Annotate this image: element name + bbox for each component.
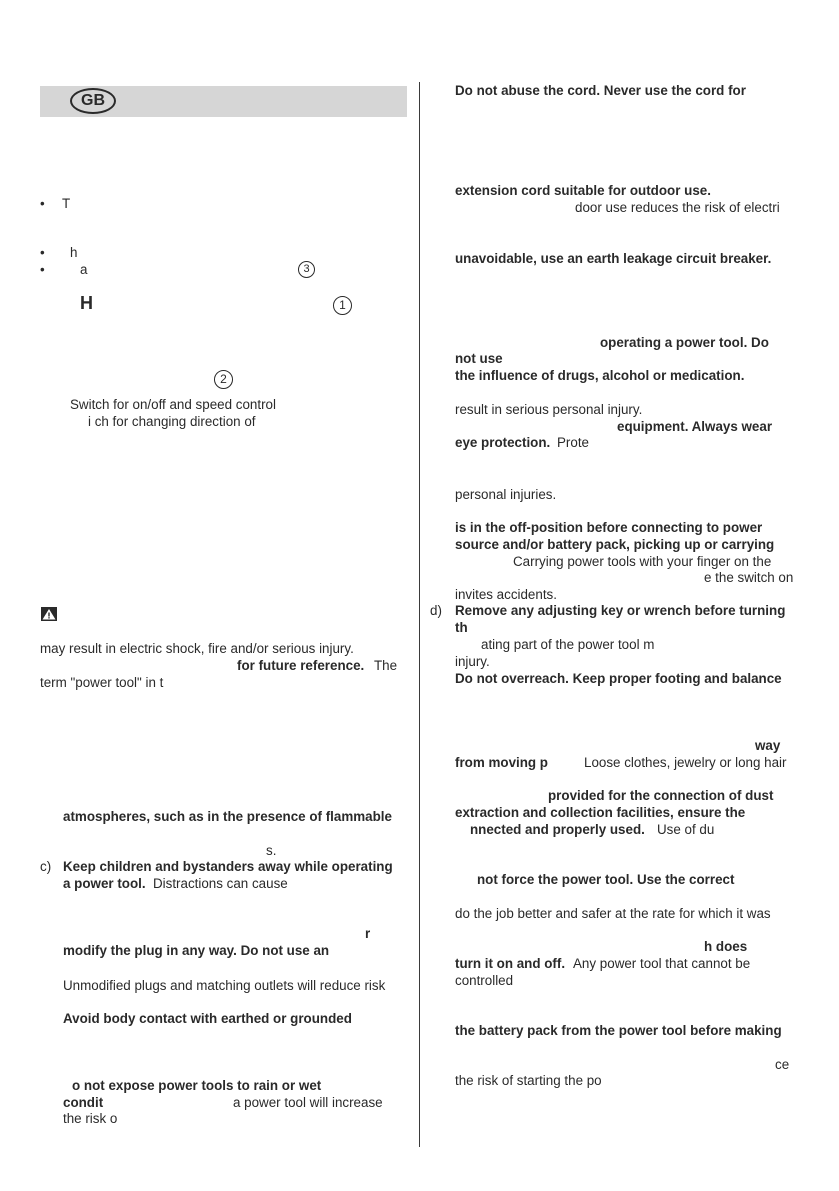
safety-rule-bold: turn it on and off. [455, 956, 566, 971]
safety-rule-bold: source and/or battery pack, picking up or carrying [455, 537, 775, 552]
safety-rule-text: s. [266, 843, 277, 858]
heading-letter: H [80, 293, 93, 313]
column-divider [419, 82, 420, 1147]
safety-rule-bold: modify the plug in any way. Do not use an [63, 943, 330, 958]
safety-rule-text: controlled [455, 973, 514, 988]
safety-rule-bold: th [455, 620, 468, 635]
language-badge: GB [70, 88, 116, 114]
safety-rule-text: the risk of starting the po [455, 1073, 602, 1088]
safety-rule-bold: not force the power tool. Use the correct [477, 872, 735, 887]
safety-rule-bold: from moving p [455, 755, 548, 770]
callout-number: 3 [298, 261, 315, 278]
safety-rule-bold: not use [455, 351, 503, 366]
safety-rule-text: invites accidents. [455, 587, 557, 602]
warning-text: term "power tool" in t [40, 675, 164, 690]
safety-rule-bold: the battery pack from the power tool before making [455, 1023, 782, 1038]
safety-rule-bold: provided for the connection of dust [548, 788, 774, 803]
safety-rule-text: Any power tool that cannot be [573, 956, 751, 971]
bullet-text: T [62, 196, 71, 211]
safety-rule-bold: extraction and collection facilities, ensure the [455, 805, 746, 820]
safety-rule-bold: Do not abuse the cord. Never use the cord for [455, 83, 746, 98]
safety-rule-text: Distractions can cause [153, 876, 288, 891]
safety-rule-bold: the influence of drugs, alcohol or medication. [455, 368, 745, 383]
warning-text-bold: for future reference. [237, 658, 365, 673]
callout-number: 2 [214, 370, 233, 389]
safety-rule-bold: nnected and properly used. [470, 822, 645, 837]
safety-rule-bold: atmospheres, such as in the presence of flammable [63, 809, 392, 824]
safety-rule-bold: Remove any adjusting key or wrench before turning [455, 603, 786, 618]
safety-rule-text: Carrying power tools with your finger on the [513, 554, 772, 569]
bullet-text: h [70, 245, 78, 260]
safety-rule-bold: unavoidable, use an earth leakage circuit breaker. [455, 251, 772, 266]
legend-line: Switch for on/off and speed control [70, 397, 276, 412]
callout-number: 1 [333, 296, 352, 315]
safety-rule-bold: is in the off-position before connecting to power [455, 520, 763, 535]
safety-rule-text: Use of du [657, 822, 715, 837]
warning-text: The [374, 658, 398, 673]
safety-rule-bold: extension cord suitable for outdoor use. [455, 183, 711, 198]
safety-rule-bold: operating a power tool. Do [600, 335, 769, 350]
list-label: d) [430, 603, 442, 618]
safety-rule-text: ce [775, 1057, 790, 1072]
bullet-text: a [80, 262, 88, 277]
safety-rule-text: result in serious personal injury. [455, 402, 643, 417]
safety-rule-bold: equipment. Always wear [617, 419, 773, 434]
safety-rule-text: ating part of the power tool m [481, 637, 655, 652]
safety-rule-text: injury. [455, 654, 490, 669]
bullet-dot: • [40, 196, 45, 211]
safety-rule-bold: condit [63, 1095, 104, 1110]
safety-rule-bold: h does [704, 939, 748, 954]
warning-triangle-icon [41, 607, 57, 621]
safety-rule-text: the risk o [63, 1111, 118, 1126]
list-label: c) [40, 859, 52, 874]
safety-rule-bold: Avoid body contact with earthed or grounded [63, 1011, 352, 1026]
bullet-dot: • [40, 245, 45, 260]
bullet-dot: • [40, 262, 45, 277]
safety-rule-bold: eye protection. [455, 435, 551, 450]
safety-rule-text: Loose clothes, jewelry or long hair [584, 755, 787, 770]
safety-rule-bold: way [755, 738, 781, 753]
warning-text: may result in electric shock, fire and/or serious injury. [40, 641, 354, 656]
safety-rule-bold: o not expose power tools to rain or wet [72, 1078, 322, 1093]
safety-rule-bold: r [365, 926, 371, 941]
safety-rule-text: personal injuries. [455, 487, 557, 502]
safety-rule-text: Prote [557, 435, 590, 450]
legend-line: i ch for changing direction of [88, 414, 256, 429]
safety-rule-text: do the job better and safer at the rate for which it was [455, 906, 771, 921]
safety-rule-bold: Keep children and bystanders away while operating [63, 859, 393, 874]
safety-rule-text: e the switch on [704, 570, 794, 585]
safety-rule-bold: Do not overreach. Keep proper footing and balance [455, 671, 782, 686]
safety-rule-text: door use reduces the risk of electri [575, 200, 780, 215]
safety-rule-bold: a power tool. [63, 876, 146, 891]
safety-rule-text: Unmodified plugs and matching outlets will reduce risk [63, 978, 386, 993]
safety-rule-text: a power tool will increase [233, 1095, 383, 1110]
